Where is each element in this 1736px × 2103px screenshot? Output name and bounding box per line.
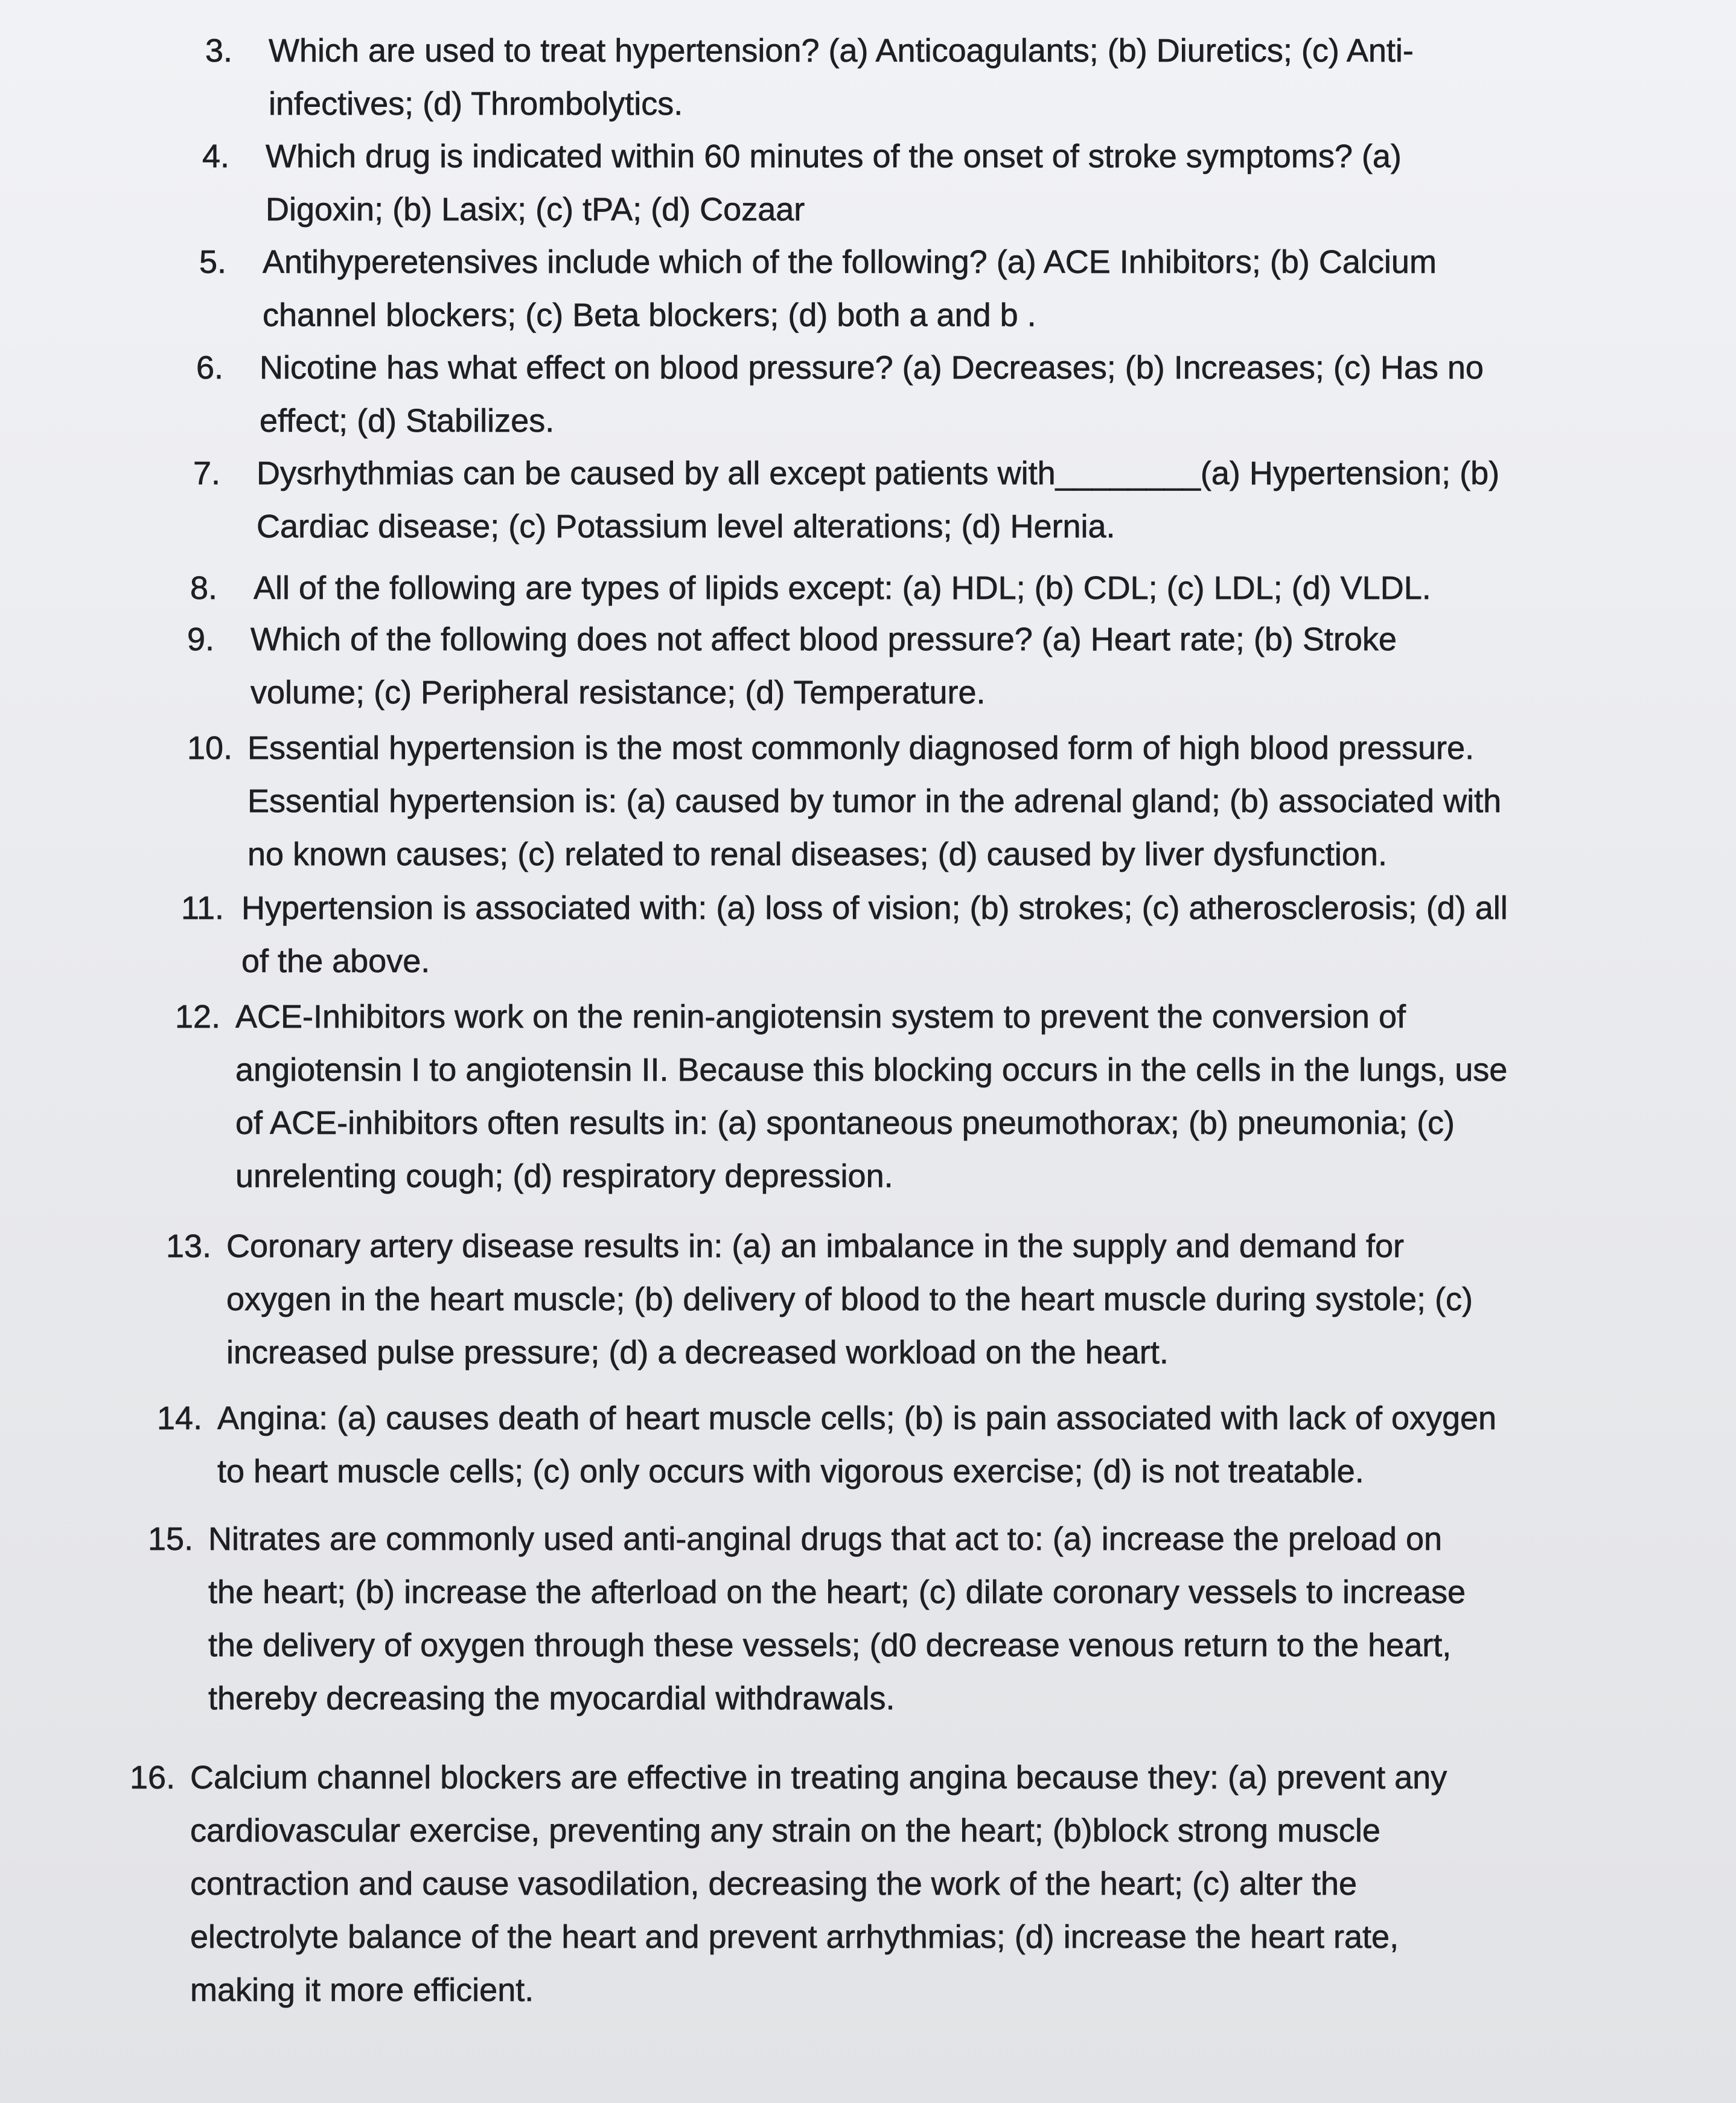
- question-number: 16.: [130, 1759, 176, 1796]
- question-number: 4.: [202, 138, 230, 174]
- question-line: electrolyte balance of the heart and prevent arrhythmias; (d) increase the heart rate,: [190, 1919, 1399, 1955]
- question-13: [166, 1220, 1675, 1379]
- question-line: channel blockers; (c) Beta blockers; (d) both a and b .: [263, 297, 1036, 333]
- question-11: [181, 882, 1630, 988]
- question-number: 8.: [190, 570, 218, 606]
- question-line: thereby decreasing the myocardial withdrawals.: [208, 1680, 895, 1717]
- question-line: no known causes; (c) related to renal diseases; (d) caused by liver dysfunction.: [247, 836, 1387, 872]
- question-line: Coronary artery disease results in: (a) an imbalance in the supply and demand for: [226, 1228, 1405, 1264]
- question-line: Which drug is indicated within 60 minutes of the onset of stroke symptoms? (a): [266, 138, 1402, 174]
- question-line: Dysrhythmias can be caused by all except patients with________(a) Hypertension; (b): [257, 455, 1500, 491]
- question-9: [187, 613, 1578, 719]
- question-line: Which are used to treat hypertension? (a) Anticoagulants; (b) Diuretics; (c) Anti-: [269, 33, 1414, 69]
- question-number: 12.: [175, 999, 221, 1035]
- question-line: increased pulse pressure; (d) a decreased workload on the heart.: [226, 1334, 1169, 1371]
- question-line: Digoxin; (b) Lasix; (c) tPA; (d) Cozaar: [266, 191, 805, 228]
- question-number: 9.: [187, 621, 215, 658]
- question-5: [199, 235, 1591, 342]
- question-number: 15.: [148, 1521, 194, 1557]
- question-3: [205, 24, 1597, 130]
- question-line: angiotensin I to angiotensin II. Because this blocking occurs in the cells in the lungs, use: [235, 1052, 1508, 1088]
- question-line: the delivery of oxygen through these vessels; (d0 decrease venous return to the heart,: [208, 1627, 1452, 1663]
- question-line: Calcium channel blockers are effective in treating angina because they: (a) prevent any: [190, 1759, 1447, 1796]
- question-line: Cardiac disease; (c) Potassium level alterations; (d) Hernia.: [257, 508, 1115, 545]
- question-line: Essential hypertension is the most commonly diagnosed form of high blood pressure.: [247, 730, 1475, 766]
- question-line: All of the following are types of lipids except: (a) HDL; (b) CDL; (c) LDL; (d) VLDL.: [254, 570, 1431, 606]
- question-line: of the above.: [241, 943, 430, 979]
- question-number: 7.: [193, 455, 221, 491]
- question-7: [193, 447, 1584, 553]
- question-line: infectives; (d) Thrombolytics.: [269, 86, 683, 122]
- question-line: Which of the following does not affect blood pressure? (a) Heart rate; (b) Stroke: [251, 621, 1397, 658]
- question-8: [190, 562, 1581, 615]
- question-number: 14.: [157, 1400, 203, 1436]
- question-16: [130, 1751, 1729, 2017]
- question-line: effect; (d) Stabilizes.: [260, 403, 555, 439]
- question-line: Nicotine has what effect on blood pressure? (a) Decreases; (b) Increases; (c) Has no: [260, 350, 1484, 386]
- question-number: 11.: [181, 890, 225, 926]
- question-line: the heart; (b) increase the afterload on the heart; (c) dilate coronary vessels to increase: [208, 1574, 1466, 1610]
- question-14: [157, 1392, 1726, 1498]
- question-12: [175, 990, 1684, 1203]
- question-10: [187, 722, 1636, 881]
- question-line: Hypertension is associated with: (a) loss of vision; (b) strokes; (c) atherosclerosis; (d) all: [241, 890, 1508, 926]
- question-line: cardiovascular exercise, preventing any strain on the heart; (b)block strong muscle: [190, 1813, 1380, 1849]
- question-4: [202, 130, 1594, 236]
- question-line: to heart muscle cells; (c) only occurs with vigorous exercise; (d) is not treatable.: [217, 1453, 1364, 1490]
- question-line: Essential hypertension is: (a) caused by tumor in the adrenal gland; (b) associated with: [247, 783, 1502, 819]
- question-line: oxygen in the heart muscle; (b) delivery of blood to the heart muscle during systole; (c): [226, 1281, 1473, 1317]
- question-line: volume; (c) Peripheral resistance; (d) Temperature.: [251, 674, 986, 711]
- question-line: making it more efficient.: [190, 1972, 534, 2008]
- question-number: 6.: [196, 350, 224, 386]
- question-number: 10.: [187, 730, 233, 766]
- question-line: unrelenting cough; (d) respiratory depression.: [235, 1158, 893, 1194]
- question-6: [196, 341, 1588, 447]
- question-line: of ACE-inhibitors often results in: (a) spontaneous pneumothorax; (b) pneumonia; (c): [235, 1105, 1455, 1141]
- question-number: 3.: [205, 33, 233, 69]
- question-line: Angina: (a) causes death of heart muscle cells; (b) is pain associated with lack of oxygen: [217, 1400, 1497, 1436]
- question-number: 5.: [199, 244, 227, 280]
- question-line: Nitrates are commonly used anti-anginal drugs that act to: (a) increase the preload on: [208, 1521, 1443, 1557]
- question-15: [148, 1512, 1717, 1725]
- question-line: contraction and cause vasodilation, decreasing the work of the heart; (c) alter the: [190, 1866, 1358, 1902]
- question-line: ACE-Inhibitors work on the renin-angiotensin system to prevent the conversion of: [235, 999, 1406, 1035]
- question-line: Antihyperetensives include which of the following? (a) ACE Inhibitors; (b) Calcium: [263, 244, 1437, 280]
- question-number: 13.: [166, 1228, 212, 1264]
